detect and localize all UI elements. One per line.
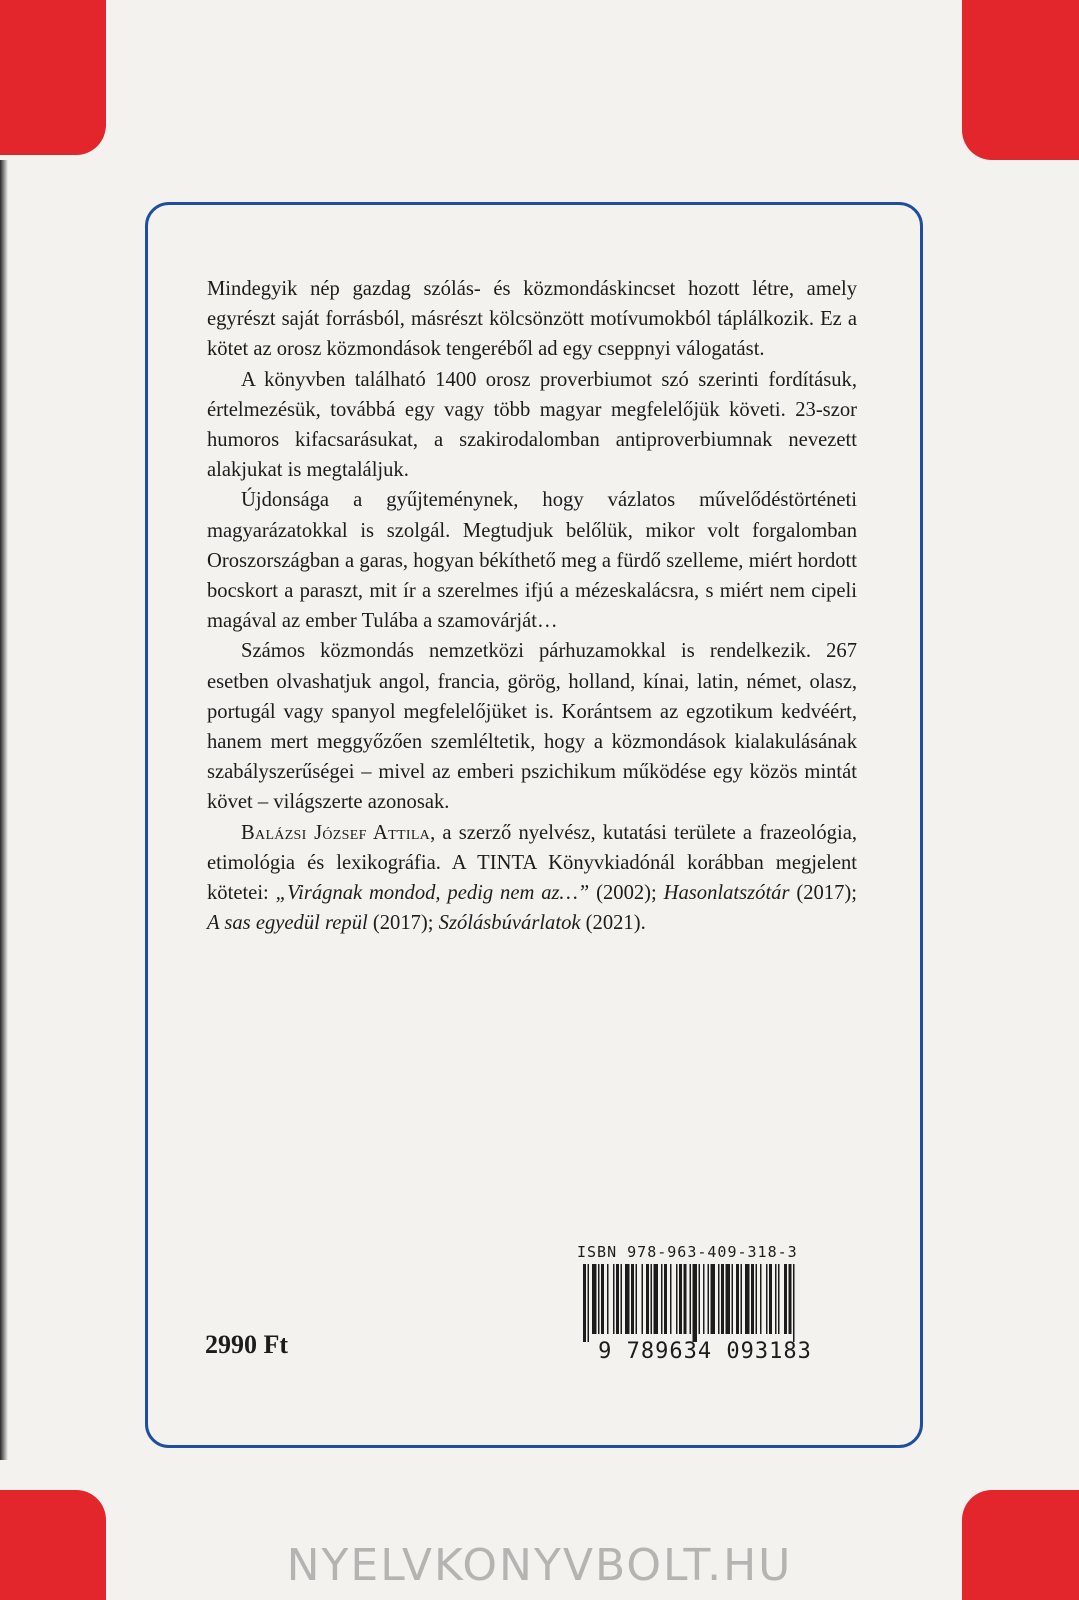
book-title-1: „Virágnak mondod, pedig nem az…”: [275, 882, 590, 905]
barcode-bars: [583, 1264, 795, 1342]
barcode-bar: [583, 1264, 586, 1342]
book-title-3: A sas egyedül repül: [207, 912, 368, 935]
barcode-bar: [760, 1264, 762, 1334]
barcode-bar: [732, 1264, 734, 1334]
paragraph-1: Mindegyik nép gazdag szólás- és közmondáskincset hozott létre, amely egyrészt saját forrásból, másrészt kölcsönzött motívumokból táplálkozik. Ez a kötet az orosz közmondások tengeréből ad egy cseppnyi válogatást.: [207, 278, 857, 361]
barcode-bar: [726, 1264, 731, 1334]
barcode-bar: [784, 1264, 787, 1334]
barcode-bar: [793, 1264, 795, 1342]
barcode-bar: [592, 1264, 597, 1334]
book-year-3: (2017);: [367, 912, 439, 935]
barcode-bar: [736, 1264, 739, 1334]
barcode-bar: [625, 1264, 630, 1334]
barcode-bar: [588, 1264, 590, 1342]
barcode-bar: [636, 1264, 638, 1334]
book-year-1: (2002);: [589, 882, 664, 905]
isbn-label: ISBN 978-963-409-318-3: [577, 1243, 798, 1261]
barcode-bar: [616, 1264, 619, 1334]
barcode-bar: [684, 1264, 687, 1334]
barcode-bar: [789, 1264, 792, 1334]
barcode-bar: [751, 1264, 754, 1334]
paragraph-4: Számos közmondás nemzetközi párhuzamokkal is rendelkezik. 267 esetben olvashatjuk angol, francia, görög, holland, kínai, latin, német, olasz, portugál vagy spanyol megfelelőjüket is. Korántsem az egzotikum kedvéért, hanem mert meggyőzően szemléltetik, hogy a közmondások kialakulásának szabályszerűségei – mivel az emberi pszichikum működése egy közös mintát követ – világszerte azonosak.: [207, 640, 857, 814]
barcode-bar: [778, 1264, 780, 1334]
barcode-bar: [721, 1264, 724, 1334]
barcode-bar: [607, 1264, 609, 1334]
book-year-4: (2021).: [580, 912, 646, 935]
red-corner-top-right: [962, 0, 1079, 160]
barcode-bar: [769, 1264, 772, 1334]
barcode-bar: [621, 1264, 623, 1334]
price: 2990 Ft: [205, 1330, 289, 1359]
paragraph-3: Újdonsága a gyűjteménynek, hogy vázlatos művelődéstörténeti magyarázatokkal is szolgál. Megtudjuk belőlük, mikor volt forgalomban Oroszországban a garas, hogyan békíthető meg a fürdő szelleme, miért hordott bocskort a paraszt, mit ír a szerelmes ifjú a mézeskalácsra, s miért nem cipeli magával az ember Tulába a szamovárját…: [207, 489, 857, 633]
barcode-bar: [693, 1264, 698, 1342]
watermark: NYELVKONYVBOLT.HU: [286, 1540, 793, 1591]
barcode-bar: [661, 1264, 663, 1334]
barcode-bar: [642, 1264, 644, 1334]
red-corner-top-left: [0, 0, 106, 155]
paragraph-author: [207, 818, 857, 939]
barcode-bar: [676, 1264, 678, 1334]
barcode-bar: [631, 1264, 634, 1334]
book-year-2: (2017);: [789, 882, 857, 905]
barcode-bar: [601, 1264, 604, 1334]
barcode-bar: [718, 1264, 720, 1334]
back-cover-description: [207, 274, 857, 938]
author-name: Balázsi József Attila: [241, 821, 431, 844]
book-title-2: Hasonlatszótár: [663, 882, 790, 905]
barcode-bar: [745, 1264, 750, 1334]
barcode-bar: [670, 1264, 672, 1334]
barcode-bar: [766, 1264, 768, 1334]
barcode-bar: [775, 1264, 777, 1334]
barcode-digits: 9 789634 093183: [598, 1339, 812, 1362]
paragraph-2: A könyvben található 1400 orosz proverbiumot szó szerinti fordításuk, értelmezésük, továbbá egy vagy több magyar megfelelőjük követi. 23-szor humoros kifacsarásukat, a szakirodalomban antiproverbiumnak nevezett alakjukat is megtaláljuk.: [207, 368, 857, 482]
book-title-4: Szólásbúvárlatok: [438, 912, 581, 935]
barcode-bar: [613, 1264, 615, 1334]
barcode-bar: [679, 1264, 682, 1334]
barcode-bar: [651, 1264, 653, 1334]
barcode-bar: [741, 1264, 743, 1334]
barcode-bar: [664, 1264, 667, 1334]
cover-edge-shadow: [0, 160, 8, 1460]
barcode-bar: [598, 1264, 600, 1334]
barcode-bar: [654, 1264, 659, 1334]
barcode-bar: [703, 1264, 705, 1334]
barcode-bar: [646, 1264, 649, 1334]
author-bio: , a szerző nyelvész, kutatási területe a frazeológia, etimológia és lexikográfia. A TINTA Könyvkiadónál korábban megjelent kötetei:: [207, 821, 857, 905]
barcode-bar: [690, 1264, 692, 1334]
barcode-bar: [711, 1264, 716, 1334]
isbn-barcode: [567, 1262, 842, 1362]
barcode-bar: [699, 1264, 701, 1334]
barcode-bar: [756, 1264, 758, 1334]
barcode-bar: [708, 1264, 710, 1334]
